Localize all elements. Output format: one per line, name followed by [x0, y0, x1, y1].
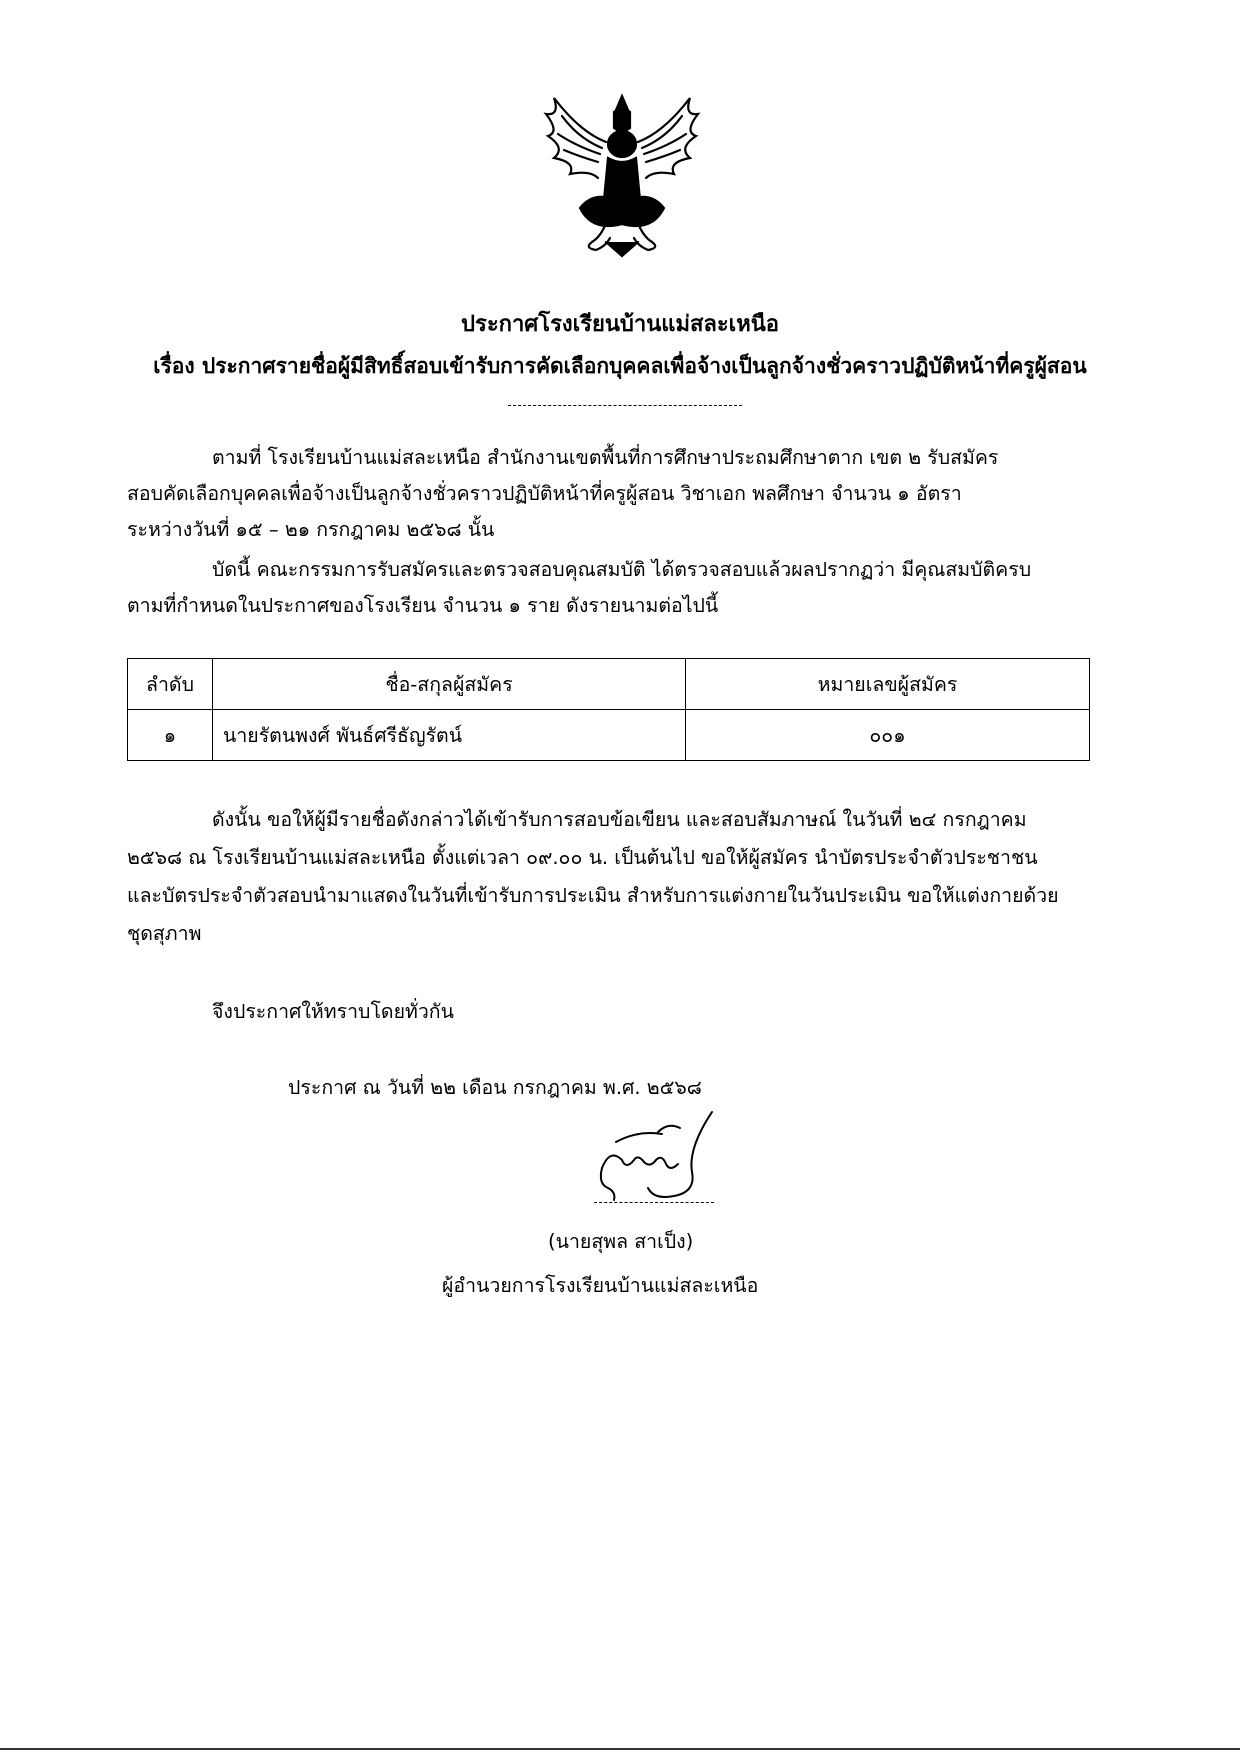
- signature-line: [594, 1202, 714, 1203]
- paragraph-line: ชุดสุภาพ: [127, 922, 202, 945]
- column-header-name: ชื่อ-สกุลผู้สมัคร: [213, 659, 686, 710]
- paragraph-line: ๒๕๖๘ ณ โรงเรียนบ้านแม่สละเหนือ ตั้งแต่เวลา ๐๙.๐๐ น. เป็นต้นไป ขอให้ผู้สมัคร นำบัตรประจำตัวประชาชน: [127, 846, 1038, 869]
- scan-edge-line: [0, 1748, 1240, 1750]
- paragraph-line: บัดนี้ คณะกรรมการรับสมัครและตรวจสอบคุณสมบัติ ได้ตรวจสอบแล้วผลปรากฏว่า มีคุณสมบัติครบ: [212, 558, 1032, 581]
- handwritten-signature: [588, 1108, 728, 1208]
- cell-applicant-number: ๐๐๑: [686, 710, 1090, 761]
- paragraph-line: ตามที่ โรงเรียนบ้านแม่สละเหนือ สำนักงานเขตพื้นที่การศึกษาประถมศึกษาตาก เขต ๒ รับสมัคร: [212, 446, 999, 469]
- garuda-emblem-icon: [536, 92, 708, 264]
- closing-statement: จึงประกาศให้ทราบโดยทั่วกัน: [212, 1000, 454, 1023]
- paragraph-line: สอบคัดเลือกบุคคลเพื่อจ้างเป็นลูกจ้างชั่วคราวปฏิบัติหน้าที่ครูผู้สอน วิชาเอก พลศึกษา จำนวน ๑ อัตรา: [127, 482, 962, 505]
- paragraph-line: ดังนั้น ขอให้ผู้มีรายชื่อดังกล่าวได้เข้ารับการสอบข้อเขียน และสอบสัมภาษณ์ ในวันที่ ๒๔ กรกฎาคม: [212, 808, 1027, 831]
- signatory-position: ผู้อำนวยการโรงเรียนบ้านแม่สละเหนือ: [442, 1274, 759, 1297]
- table-row: [128, 710, 1090, 761]
- paragraph-line: ระหว่างวันที่ ๑๕ – ๒๑ กรกฎาคม ๒๕๖๘ นั้น: [127, 518, 495, 541]
- announcement-date: ประกาศ ณ วันที่ ๒๒ เดือน กรกฎาคม พ.ศ. ๒๕๖๘: [288, 1076, 702, 1099]
- signatory-name: (นายสุพล สาเป็ง): [548, 1230, 694, 1253]
- separator-line: [508, 405, 742, 406]
- column-header-applicant-number: หมายเลขผู้สมัคร: [686, 659, 1090, 710]
- table-header-row: [128, 659, 1090, 710]
- announcement-title: ประกาศโรงเรียนบ้านแม่สละเหนือ: [461, 312, 779, 337]
- cell-name: นายรัตนพงศ์ พันธ์ศรีธัญรัตน์: [213, 710, 686, 761]
- announcement-subject: เรื่อง ประกาศรายชื่อผู้มีสิทธิ์สอบเข้ารับการคัดเลือกบุคคลเพื่อจ้างเป็นลูกจ้างชั่วคราวปฏิบัติหน้าที่ครูผู้สอน: [153, 354, 1087, 378]
- paragraph-line: และบัตรประจำตัวสอบนำมาแสดงในวันที่เข้ารับการประเมิน สำหรับการแต่งกายในวันประเมิน ขอให้แต่งกายด้วย: [127, 884, 1059, 907]
- cell-order: ๑: [128, 710, 213, 761]
- column-header-order: ลำดับ: [128, 659, 213, 710]
- candidate-table: [127, 658, 1090, 761]
- paragraph-line: ตามที่กำหนดในประกาศของโรงเรียน จำนวน ๑ ราย ดังรายนามต่อไปนี้: [127, 594, 719, 617]
